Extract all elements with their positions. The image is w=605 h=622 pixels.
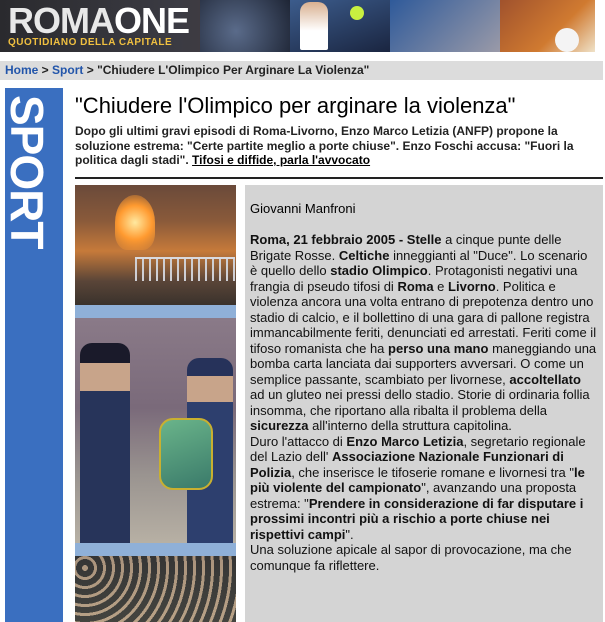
sidebar-sport-text: SPORT <box>1 95 53 249</box>
article-author: Giovanni Manfroni <box>250 201 356 216</box>
banner-photo-soccer <box>500 0 595 52</box>
text-run: Una soluzione apicale al sapor di provocazione, ma che comunque fa riflettere. <box>250 542 572 573</box>
bold-text-run: perso una mano <box>388 340 489 356</box>
text-run: ad un gluteo nei pressi dello stadio. Storie di ordinaria follia insomma, che riportano alla ribalta il problema della <box>250 387 590 418</box>
flare-fire <box>115 195 155 250</box>
soccer-ball-icon <box>555 28 579 52</box>
text-run: . Politica e violenza ancora una volta entrano di prepotenza dentro uno stadio di calcio, e il bollettino di una gara di pallone registra immancabilmente feriti, denunciati ed arrestati. Feriti come il tifoso romanista che ha <box>250 278 597 356</box>
article-paragraph-1 <box>250 232 598 434</box>
bold-text-run: Roma, 21 febbraio 2005 - Stelle <box>250 232 442 247</box>
article-body-box <box>245 185 603 622</box>
banner-photo-stadium <box>200 0 290 52</box>
text-run: , che inserisce le tifoserie romane e livornesi tra " <box>291 464 574 480</box>
headline-divider <box>75 177 603 179</box>
breadcrumb-home-link[interactable]: Home <box>5 63 39 77</box>
article-paragraph-3 <box>250 542 598 573</box>
lead-text: Dopo gli ultimi gravi episodi di Roma-Livorno, Enzo Marco Letizia (ANFP) propone la soluzione estrema: "Certe partite meglio a porte chiuse". Enzo Foschi accusa: "Fuori la politica dagli stadi". <box>75 124 574 167</box>
banner-photo-athlete <box>390 0 500 52</box>
related-article-link[interactable]: Tifosi e diffide, parla l'avvocato <box>192 153 371 167</box>
article-body <box>250 232 598 573</box>
bold-text-run: stadio Olimpico <box>330 263 428 278</box>
text-run: a cinque punte delle Brigate Rosse. <box>250 232 562 263</box>
article-lead <box>75 124 600 168</box>
article-paragraph-2 <box>250 434 598 543</box>
barrier-fence <box>135 257 235 281</box>
fan-backpack <box>159 418 213 490</box>
breadcrumb-separator: > <box>83 63 98 77</box>
text-run: , segretario regionale del Lazio dell' <box>250 433 586 464</box>
photo-stadium-fire <box>75 185 236 305</box>
crowd-pattern <box>75 556 236 622</box>
logo-word-one: ONE <box>114 0 190 41</box>
bold-text-run: accoltellato <box>509 371 581 387</box>
text-run: maneggiando una bomba carta lanciata dai supporters avversari. O come un semplice passante, scambiato per livornese, <box>250 340 597 387</box>
bold-text-run: Enzo Marco Letizia <box>346 433 464 449</box>
breadcrumb-sport-link[interactable]: Sport <box>52 63 84 77</box>
article-headline: "Chiudere l'Olimpico per arginare la violenza" <box>75 93 516 118</box>
breadcrumb-current: "Chiudere L'Olimpico Per Arginare La Violenza" <box>97 63 370 77</box>
text-run: . Protagonisti negativi una frangia di pseudo tifosi di <box>250 263 578 294</box>
breadcrumb <box>0 61 603 80</box>
text-run: ". <box>345 526 354 542</box>
sidebar-sport-label <box>1 95 60 325</box>
bold-text-run: Livorno <box>448 278 496 294</box>
bold-text-run: Roma <box>397 278 434 294</box>
text-run: inneggianti al "Duce". Lo scenario è quello dello <box>250 247 588 278</box>
bold-text-run: le più violente del campionato <box>250 464 585 495</box>
text-run: ", avanzando una proposta estrema: " <box>250 480 577 511</box>
masthead-banner[interactable] <box>0 0 595 52</box>
photo-crowd <box>75 556 236 622</box>
site-logo[interactable] <box>8 0 190 41</box>
banner-tennis-ball <box>350 6 364 20</box>
bold-text-run: Prendere in considerazione di far disputare i prossimi incontri più a rischio a porte chiuse nei rispettivi campi <box>250 495 584 542</box>
photo-gap <box>75 543 236 556</box>
bold-text-run: Celtiche <box>338 247 390 263</box>
bold-text-run: Associazione Nazionale Funzionari di Polizia <box>250 449 564 480</box>
bold-text-run: sicurezza <box>250 418 309 433</box>
text-run: all'interno della struttura capitolina. <box>308 418 512 433</box>
text-run: Duro l'attacco di <box>250 433 347 449</box>
banner-tennis-player <box>300 2 328 50</box>
photo-gap <box>75 305 236 318</box>
logo-word-roma: ROMA <box>8 0 114 41</box>
text-run: e <box>433 278 449 294</box>
police-officer-left <box>80 343 130 543</box>
breadcrumb-separator: > <box>38 63 53 77</box>
site-tagline: QUOTIDIANO DELLA CAPITALE <box>8 37 173 48</box>
photo-police-fans <box>75 318 236 543</box>
